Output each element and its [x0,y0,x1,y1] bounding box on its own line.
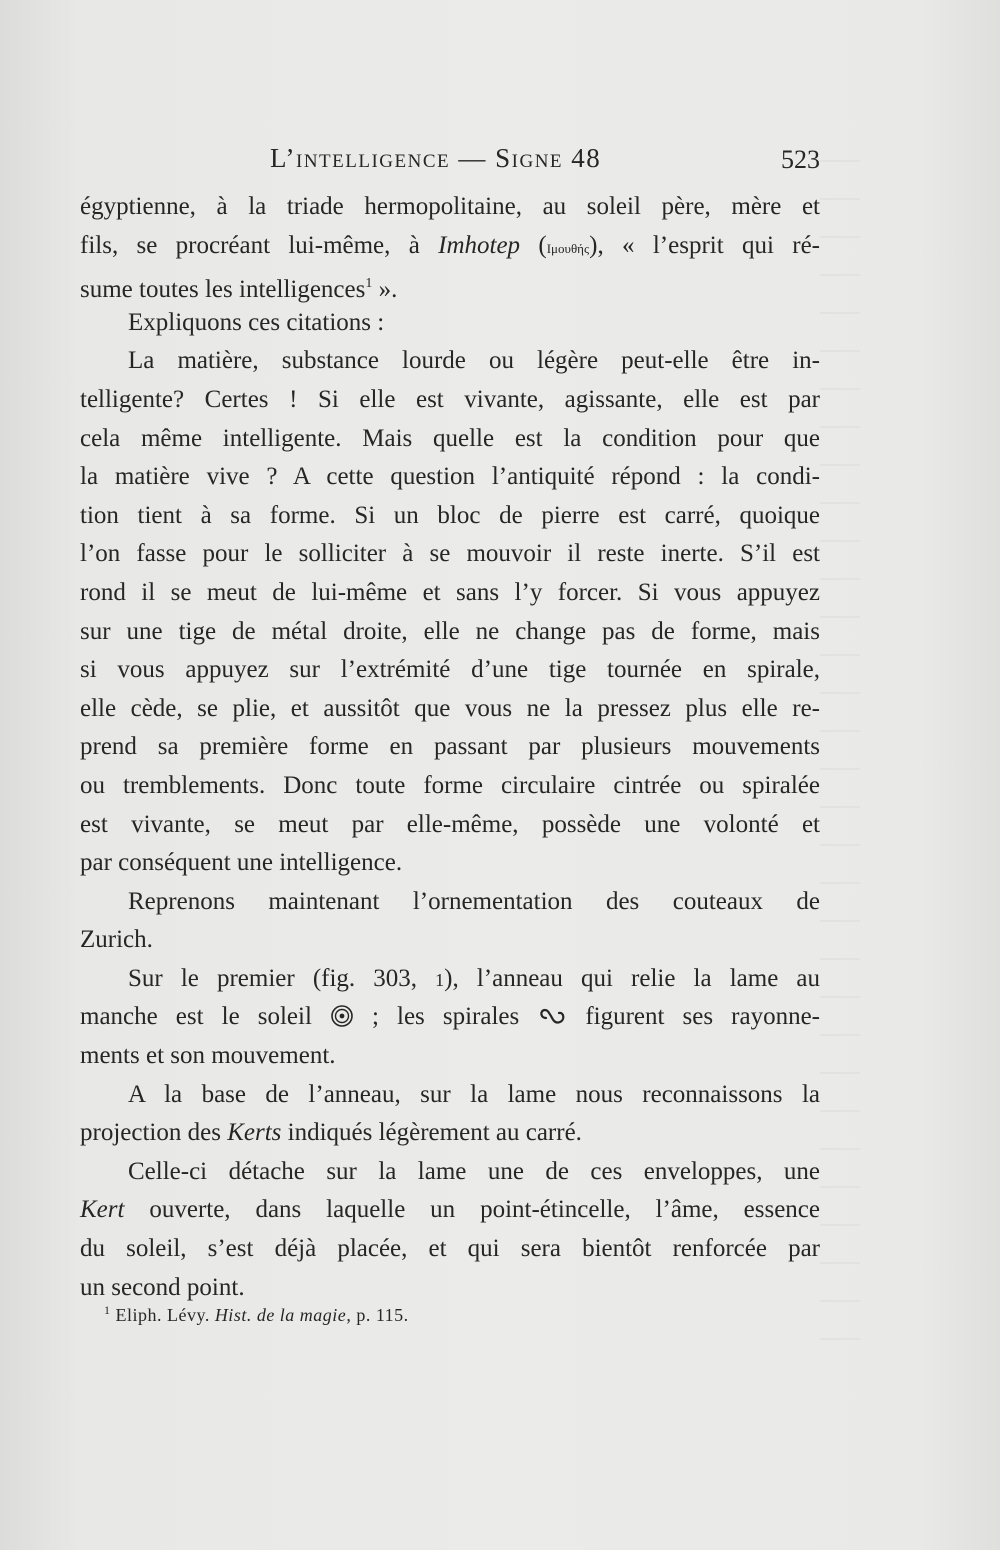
text-line: si vous appuyez sur l’extrémité d’une tige tournée en spirale, [80,656,820,684]
text-line: cela même intelligente. Mais quelle est la condition pour que [80,424,820,452]
text-line: ou tremblements. Donc toute forme circulaire cintrée ou spiralée [80,771,820,799]
running-head [80,143,820,179]
text-line: ments et son mouvement. [80,1042,336,1070]
page-number: 523 [781,145,820,174]
text-line: Celle-ci détache sur la lame une de ces enveloppes, une [128,1157,820,1185]
text-line: La matière, substance lourde ou légère peut-elle être in- [128,347,820,375]
text-line: l’on fasse pour le solliciter à se mouvoir il reste inerte. S’il est [80,540,820,568]
greek-name: Iμουθής [546,240,590,256]
text-line: un second point. [80,1273,245,1301]
text-line: la matière vive ? A cette question l’antiquité répond : la condi- [80,463,820,491]
spiral-symbol-icon [537,1002,567,1041]
footnote-title: Hist. de la magie [214,1305,347,1325]
footnote-mark: 1 [104,1303,111,1317]
text-line: Expliquons ces citations : [128,308,385,336]
text-line: projection des Kerts indiqués légèrement au carré. [80,1119,582,1147]
text-line: telligente? Certes ! Si elle est vivante, agissante, elle est par [80,385,820,413]
text-line: Zurich. [80,926,153,954]
text-line: du soleil, s’est déjà placée, et qui sera bientôt renforcée par [80,1235,820,1263]
text-line: est vivante, se meut par elle-même, possède une volonté et [80,810,820,838]
running-head-title: L’intelligence — Signe 48 [270,143,602,173]
text-line: sume toutes les intelligences$^1$ ». [80,276,398,304]
text-line: Sur le premier (fig. 303, 1), l’anneau qui relie la lame au [128,964,820,992]
footnote-ref: 1 [365,276,373,292]
body-text [80,188,820,1307]
sun-symbol-icon [330,1002,354,1041]
bleed-through-shadow [820,160,860,1360]
text-line: fils, se procréant lui-même, à Imhotep (Iμουθής), « l’esprit qui ré- [80,231,820,259]
text-line: manche est le soleil ; les spirales figurent ses rayonne- [80,998,820,1037]
text-line: elle cède, se plie, et aussitôt que vous ne la pressez plus elle re- [80,694,820,722]
text-line: sur une tige de métal droite, elle ne change pas de forme, mais [80,617,820,645]
text-line: égyptienne, à la triade hermopolitaine, au soleil père, mère et [80,193,820,220]
text-line: Reprenons maintenant l’ornementation des couteaux de [128,887,820,915]
text-line: Kert ouverte, dans laquelle un point-étincelle, l’âme, essence [80,1196,820,1224]
text-line: rond il se meut de lui-même et sans l’y forcer. Si vous appuyez [80,578,820,606]
text-line: A la base de l’anneau, sur la lame nous reconnaissons la [128,1080,820,1108]
footnote: $^1$ Eliph. Lévy. Hist. de la magie, p. 115. [104,1303,409,1325]
text-line: par conséquent une intelligence. [80,849,403,877]
text-line: prend sa première forme en passant par plusieurs mouvements [80,733,820,761]
text-line: tion tient à sa forme. Si un bloc de pierre est carré, quoique [80,501,820,529]
